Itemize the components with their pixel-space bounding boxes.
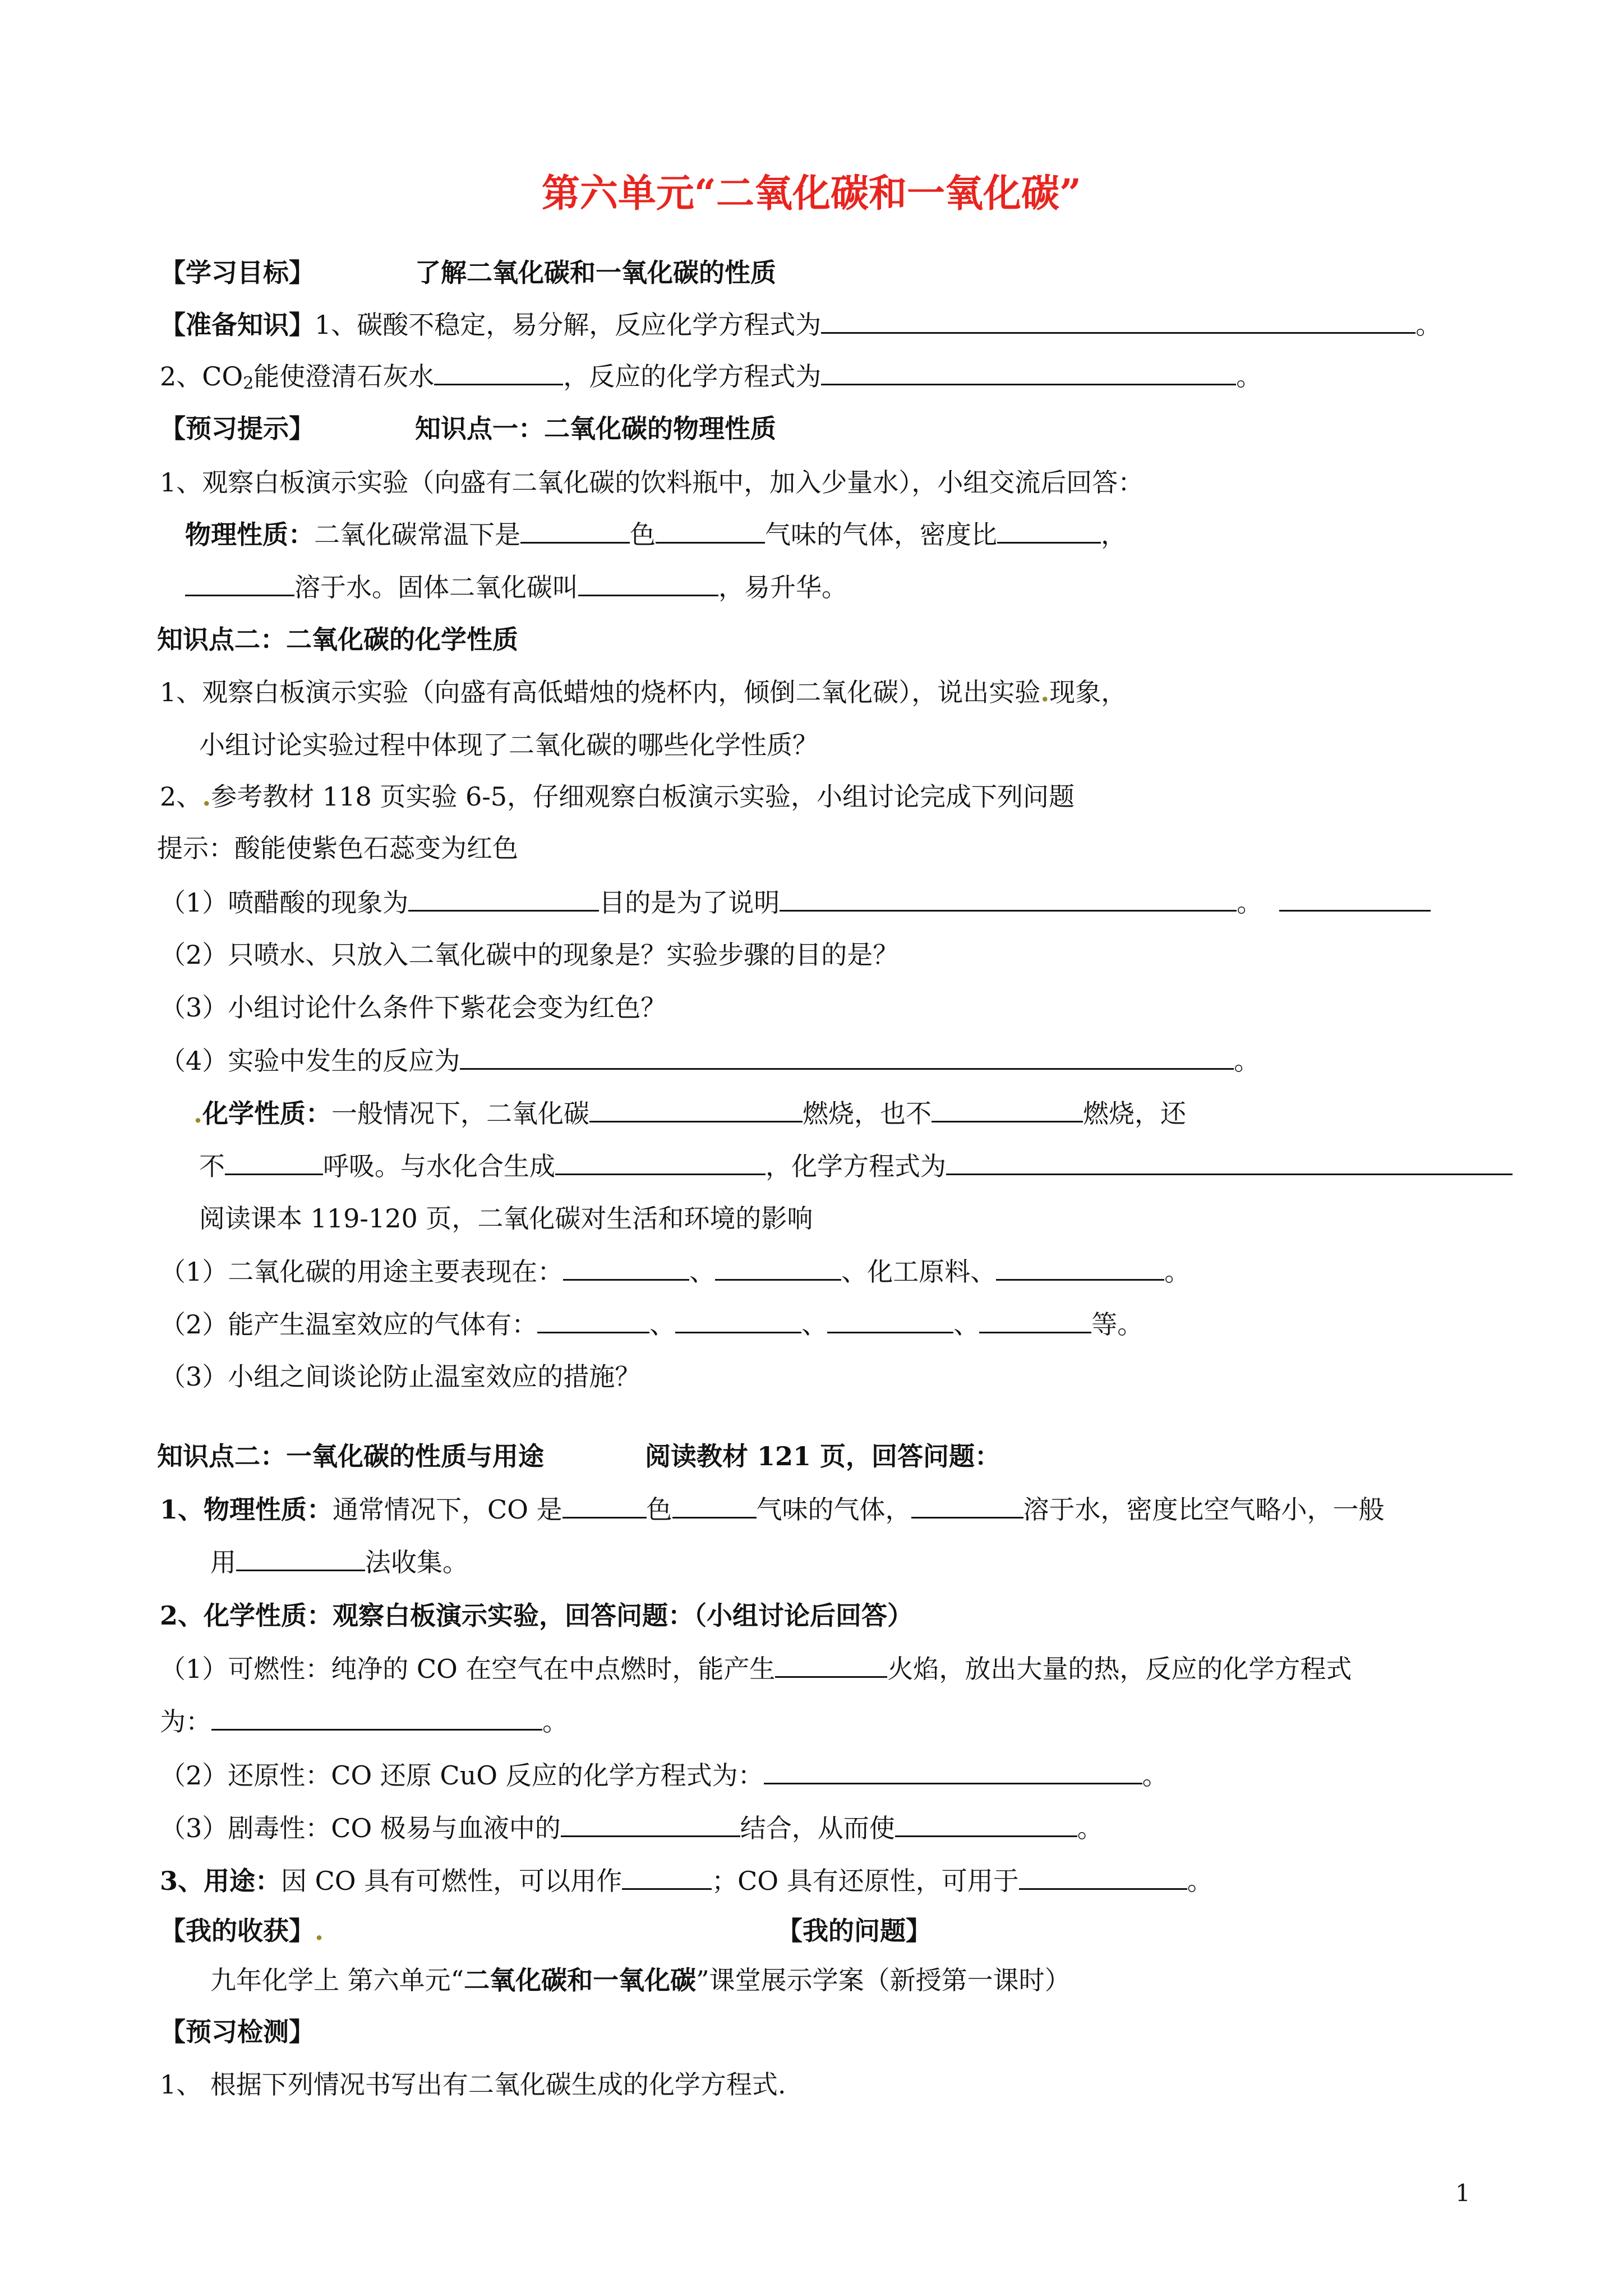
kp3-text: 。 [1187, 1866, 1213, 1896]
answer-blank[interactable] [764, 1758, 1142, 1784]
kp1-heading: 知识点一：二氧化碳的物理性质 [415, 413, 776, 444]
kp3-heading-2: 阅读教材 121 页，回答问题： [645, 1441, 1001, 1471]
co-use-label: 3、用途： [160, 1866, 282, 1896]
answer-blank[interactable] [821, 307, 1415, 334]
kp2-text: 目的是为了说明 [599, 887, 780, 918]
answer-blank[interactable] [537, 1307, 649, 1333]
kp3-text: 溶于水，密度比空气略小，一般 [1023, 1494, 1385, 1525]
section-check-label: 【预习检测】 [160, 2017, 315, 2047]
course-text-bold: 二氧化碳和一氧化碳 [464, 1965, 697, 1995]
kp2-text: 、 [953, 1309, 980, 1340]
answer-blank[interactable] [715, 1254, 841, 1281]
kp3-text: （2）还原性：CO 还原 CuO 反应的化学方程式为： [160, 1760, 764, 1791]
course-title-line [210, 1963, 1071, 1997]
section-question-label: 【我的问题】 [777, 1916, 932, 1946]
kp2-chem-line-1 [193, 1096, 1186, 1130]
stray-dot: . [1040, 677, 1050, 707]
kp2-text: ，化学方程式为 [766, 1151, 946, 1181]
kp2-text: 燃烧，也不 [803, 1098, 932, 1129]
section-goal-text: 了解二氧化碳和一氧化碳的性质 [415, 257, 776, 288]
kp1-text: 二氧化碳常温下是 [314, 519, 520, 550]
kp2-text: 1、观察白板演示实验（向盛有高低蜡烛的烧杯内，倾倒二氧化碳），说出实验 [160, 677, 1041, 707]
kp3-chem-heading: 2、化学性质：观察白板演示实验，回答问题：（小组讨论后回答） [160, 1600, 914, 1631]
kp1-text: 色 [630, 519, 656, 550]
kp3-text: 火焰，放出大量的热，反应的化学方程式 [887, 1654, 1352, 1684]
co2-subscript: 2 [243, 374, 254, 393]
kp2-text: 、 [801, 1309, 828, 1340]
kp2-text: 现象， [1049, 677, 1127, 707]
kp2-text: 。 [1234, 1046, 1260, 1076]
kp3-text: 色 [646, 1494, 672, 1525]
answer-blank[interactable] [1019, 1864, 1187, 1890]
prep-text-5: 。 [1236, 361, 1262, 392]
prep-text-4: ，反应的化学方程式为 [563, 361, 822, 392]
answer-blank[interactable] [561, 1811, 740, 1837]
kp3-text: 。 [1142, 1760, 1168, 1791]
kp3-text: 用 [210, 1547, 236, 1577]
kp3-text: 通常情况下，CO 是 [333, 1494, 562, 1525]
kp2-q2: （2）只喷水、只放入二氧化碳中的现象是？实验步骤的目的是？ [160, 940, 899, 970]
kp2-chem-line-2 [199, 1149, 1513, 1183]
kp2-line-3 [160, 780, 1075, 813]
chem-property-label: 化学性质： [202, 1098, 332, 1129]
section-gain-label [160, 1914, 324, 1948]
co-phys-label: 1、物理性质： [160, 1494, 333, 1525]
answer-blank[interactable] [578, 570, 718, 596]
kp2-use-3: （3）小组之间谈论防止温室效应的措施？ [160, 1361, 641, 1392]
kp2-line-2: 小组讨论实验过程中体现了二氧化碳的哪些化学性质？ [199, 730, 818, 760]
kp1-text: 气味的气体，密度比 [765, 519, 997, 550]
kp2-text: 2、 [160, 781, 202, 812]
kp2-q1 [160, 885, 1431, 919]
kp2-text: 燃烧，还 [1083, 1098, 1187, 1129]
answer-blank[interactable] [520, 517, 630, 544]
answer-blank[interactable] [946, 1149, 1513, 1175]
kp2-text: 参考教材 118 页实验 6-5，仔细观察白板演示实验，小组讨论完成下列问题 [211, 781, 1075, 812]
kp2-text: 、化工原料、 [841, 1257, 997, 1287]
kp3-text: ；CO 具有还原性，可用于 [712, 1866, 1019, 1896]
kp1-phys-line-1 [185, 517, 1127, 551]
kp3-text: 为： [160, 1706, 211, 1737]
document-title: 第六单元“二氧化碳和一氧化碳” [541, 171, 1082, 216]
kp2-text: 、 [689, 1257, 716, 1287]
kp3-text: 气味的气体， [756, 1494, 911, 1525]
answer-blank[interactable] [932, 1096, 1083, 1122]
section-preview-label: 【预习提示】 [160, 413, 315, 444]
kp2-text: 。 [1164, 1257, 1191, 1287]
kp2-text: 等。 [1091, 1309, 1144, 1340]
answer-blank[interactable] [225, 1149, 323, 1175]
prep-text-1: 1、碳酸不稳定，易分解，反应化学方程式为 [315, 310, 822, 340]
kp3-text: 因 CO 具有可燃性，可以用作 [281, 1866, 623, 1896]
page-number: 1 [1455, 2179, 1470, 2207]
answer-blank[interactable] [997, 517, 1101, 544]
answer-blank[interactable] [656, 517, 765, 544]
answer-blank[interactable] [1279, 885, 1431, 912]
kp3-reduce [160, 1758, 1168, 1792]
answer-blank[interactable] [589, 1096, 803, 1122]
stray-dot: . [193, 1098, 203, 1129]
answer-blank[interactable] [895, 1811, 1077, 1837]
prep-text-3a: 2、CO [160, 361, 243, 392]
answer-blank[interactable] [555, 1149, 766, 1175]
kp1-phys-line-2 [185, 570, 847, 604]
kp2-text: （2）能产生温室效应的气体有： [160, 1309, 538, 1340]
answer-blank[interactable] [821, 359, 1236, 385]
kp2-text: 呼吸。与水化合生成 [323, 1151, 555, 1181]
section-goal-label: 【学习目标】 [160, 257, 315, 288]
kp1-line-1: 1、观察白板演示实验（向盛有二氧化碳的饮料瓶中，加入少量水），小组交流后回答： [160, 467, 1144, 498]
answer-blank[interactable] [911, 1492, 1023, 1519]
answer-blank[interactable] [672, 1492, 757, 1519]
kp2-text: 不 [199, 1151, 225, 1181]
prep-text-3b: 能使澄清石灰水 [253, 361, 435, 392]
kp1-text: ， [1101, 519, 1127, 550]
kp2-text: 。 [1237, 887, 1263, 918]
kp3-flam-line-2 [160, 1704, 568, 1738]
kp3-text: （3）剧毒性：CO 极易与血液中的 [160, 1813, 561, 1843]
kp1-text: ，易升华。 [718, 572, 847, 602]
prep-line-2 [160, 359, 1262, 401]
kp2-text: 一般情况下，二氧化碳 [331, 1098, 590, 1129]
answer-blank[interactable] [827, 1307, 953, 1333]
answer-blank[interactable] [563, 1254, 689, 1281]
answer-blank[interactable] [211, 1704, 542, 1731]
kp3-phys-line-2 [210, 1545, 468, 1579]
kp1-text: 溶于水。固体二氧化碳叫 [294, 572, 578, 602]
answer-blank[interactable] [460, 1043, 1234, 1070]
kp3-text: （1）可燃性：纯净的 CO 在空气在中点燃时，能产生 [160, 1654, 776, 1684]
kp2-read: 阅读课本 119-120 页，二氧化碳对生活和环境的影响 [199, 1203, 813, 1234]
kp3-use [160, 1864, 1213, 1898]
kp3-toxic [160, 1811, 1103, 1845]
kp2-heading: 知识点二：二氧化碳的化学性质 [157, 624, 518, 655]
kp3-text: 。 [542, 1706, 568, 1737]
kp2-q3: （3）小组讨论什么条件下紫花会变为红色？ [160, 992, 667, 1023]
answer-blank[interactable] [775, 1651, 887, 1678]
phys-property-label: 物理性质： [185, 519, 314, 550]
kp2-text: （4）实验中发生的反应为 [160, 1046, 460, 1076]
kp3-text: 。 [1077, 1813, 1103, 1843]
answer-blank[interactable] [236, 1545, 365, 1571]
kp3-text: 结合，从而使 [740, 1813, 895, 1843]
answer-blank[interactable] [780, 885, 1237, 912]
kp3-flam-line-1 [160, 1651, 1352, 1686]
kp2-q4 [160, 1043, 1260, 1078]
prep-line-1 [160, 307, 1441, 342]
kp2-text: （1）喷醋酸的现象为 [160, 887, 409, 918]
answer-blank[interactable] [622, 1864, 712, 1890]
course-text: ”课堂展示学案（新授第一课时） [696, 1965, 1071, 1995]
stray-dot: . [315, 1916, 324, 1946]
answer-blank[interactable] [562, 1492, 647, 1519]
kp2-use-2 [160, 1307, 1143, 1341]
kp2-line-1 [160, 675, 1127, 709]
gain-label: 【我的收获】 [160, 1916, 315, 1946]
kp2-hint: 提示：酸能使紫色石蕊变为红色 [157, 833, 518, 863]
stray-dot: . [202, 781, 211, 812]
kp2-text: 、 [649, 1309, 676, 1340]
kp3-heading: 知识点二：一氧化碳的性质与用途 [157, 1441, 544, 1471]
answer-blank[interactable] [675, 1307, 801, 1333]
prep-text-2: 。 [1415, 310, 1442, 340]
answer-blank[interactable] [185, 570, 294, 596]
kp2-text: （1）二氧化碳的用途主要表现在： [160, 1257, 564, 1287]
kp3-phys-line-1 [160, 1492, 1385, 1526]
answer-blank[interactable] [434, 359, 563, 385]
kp3-text: 法收集。 [365, 1547, 468, 1577]
check-line-1: 1、 根据下列情况书写出有二氧化碳生成的化学方程式. [160, 2069, 786, 2100]
answer-blank[interactable] [408, 885, 599, 912]
course-text: 九年化学上 第六单元“ [210, 1965, 464, 1995]
answer-blank[interactable] [996, 1254, 1164, 1281]
kp2-use-1 [160, 1254, 1190, 1289]
answer-blank[interactable] [979, 1307, 1091, 1333]
section-prep-label: 【准备知识】 [160, 310, 315, 340]
